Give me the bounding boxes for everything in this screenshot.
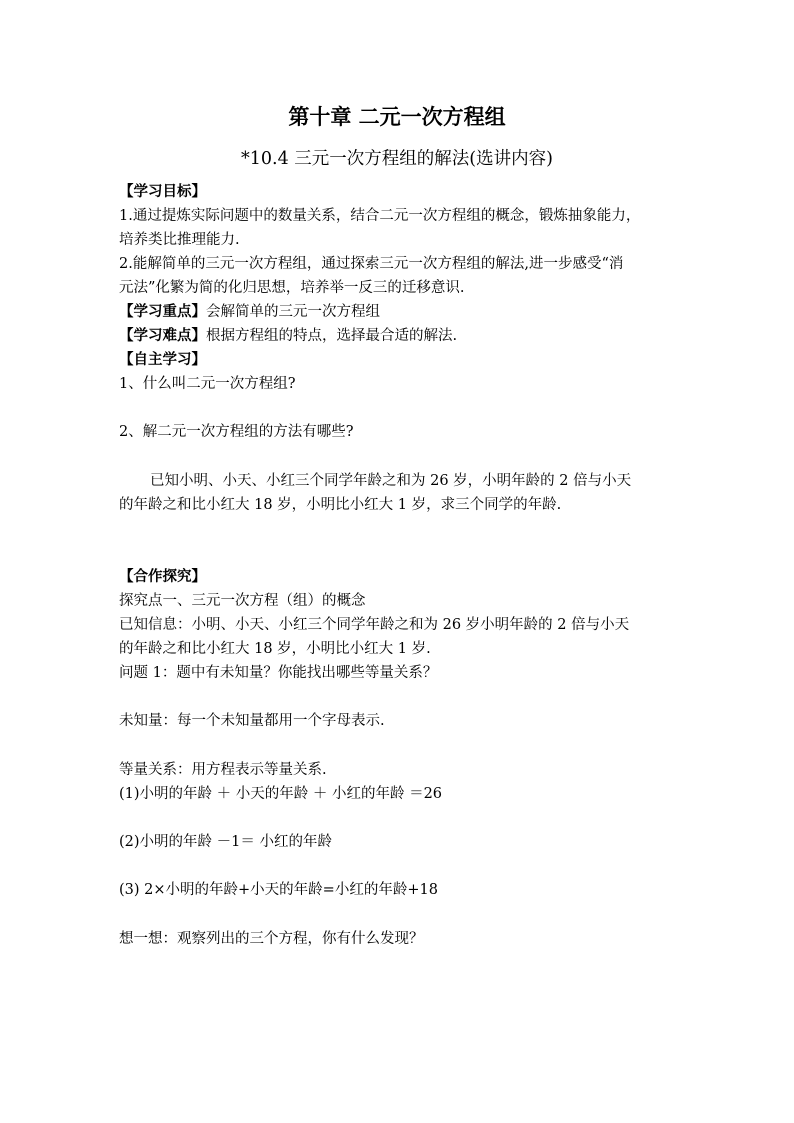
problem-line-2: 的年龄之和比小红大 18 岁，小明比小红大 1 岁，求三个同学的年龄. <box>119 497 562 513</box>
question-1: 问题 1：题中有未知量？你能找出哪些等量关系？ <box>119 665 438 681</box>
equation-2: (2)小明的年龄 －1＝ 小红的年龄 <box>119 834 332 850</box>
equation-1: (1)小明的年龄 ＋ 小天的年龄 ＋ 小红的年龄 ＝26 <box>119 786 443 802</box>
known-info-line-1: 已知信息：小明、小天、小红三个同学年龄之和为 26 岁小明年龄的 2 倍与小天 <box>119 617 630 633</box>
goals-line-1: 1.通过提炼实际问题中的数量关系，结合二元一次方程组的概念，锻炼抽象能力， <box>119 208 641 224</box>
section-subtitle: *10.4 三元一次方程组的解法(选讲内容) <box>241 149 553 169</box>
equation-3: (3) 2×小明的年龄+小天的年龄=小红的年龄+18 <box>119 882 438 898</box>
difficulty-label: 【学习难点】 <box>119 327 206 344</box>
key-point-label: 【学习重点】 <box>119 303 206 320</box>
difficulty-line <box>119 327 689 345</box>
self-study-question-1: 1、什么叫二元一次方程组? <box>119 376 296 392</box>
key-point-text: 会解简单的三元一次方程组 <box>206 304 380 320</box>
exploration-point-1: 探究点一、三元一次方程（组）的概念 <box>119 593 366 609</box>
difficulty-text: 根据方程组的特点，选择最合适的解法. <box>206 328 458 344</box>
goals-line-3: 2.能解简单的三元一次方程组，通过探索三元一次方程组的解法,进一步感受“消 <box>119 256 624 272</box>
self-study-question-2: 2、解二元一次方程组的方法有哪些? <box>119 424 354 440</box>
cooperate-heading: 【合作探究】 <box>119 568 206 585</box>
known-info-line-2: 的年龄之和比小红大 18 岁，小明比小红大 1 岁. <box>119 641 431 657</box>
relations-line: 等量关系：用方程表示等量关系. <box>119 762 327 778</box>
key-point-line <box>119 303 689 321</box>
goals-line-2: 培养类比推理能力. <box>119 232 240 248</box>
goals-line-4: 元法”化繁为简的化归思想，培养举一反三的迁移意识. <box>119 280 465 296</box>
self-study-heading: 【自主学习】 <box>119 351 206 368</box>
problem-line-1: 已知小明、小天、小红三个同学年龄之和为 26 岁，小明年龄的 2 倍与小天 <box>150 473 632 489</box>
think-prompt: 想一想：观察列出的三个方程，你有什么发现？ <box>119 931 424 947</box>
chapter-title: 第十章 二元一次方程组 <box>288 104 506 129</box>
unknowns-line: 未知量：每一个未知量都用一个字母表示. <box>119 713 385 729</box>
goals-heading: 【学习目标】 <box>119 183 206 200</box>
